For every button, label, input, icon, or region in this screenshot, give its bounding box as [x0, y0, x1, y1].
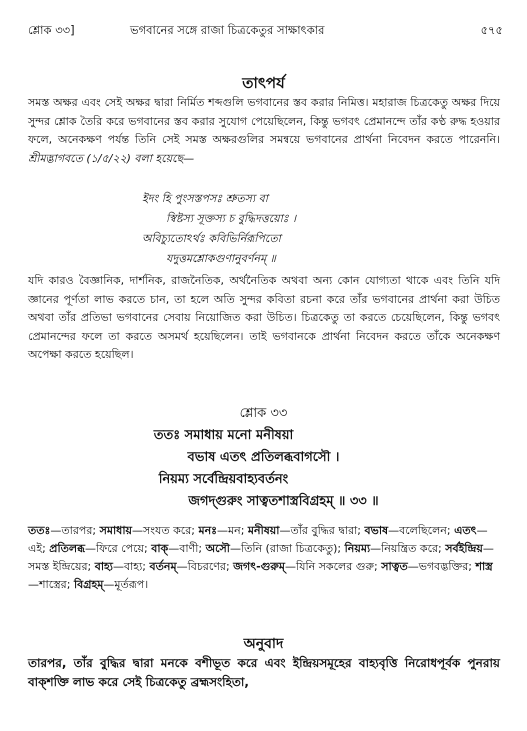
synonym-word: এতৎ	[454, 524, 477, 537]
quoted-verse-line-4: যদুত্তমশ্লোকগুণানুবর্ণনম্ ॥	[166, 252, 276, 265]
running-header	[28, 22, 503, 44]
synonyms-block: ততঃ—তারপর; সমাধায়—সংযত করে; মনঃ—মন; মনীষয়া—তাঁর বুদ্ধির দ্বারা; বভাষ—বলেছিলেন; এতৎ—এই; প্রতিলব্ধ—ফিরে পেয়ে; বাক্—বাণী; অসৌ—তিনি (রাজা চিত্রকেতু); নিয়ম্য—নিয়ন্ত্রিত করে; সর্বইন্দ্রিয়—সমস্ত ইন্দ্রিয়ের; বাহ্য—বাহ্য; বর্তনম্—বিচরণের; জগৎ-গুরুম্—যিনি সকলের গুরু; সাত্বত—ভগবদ্ভক্তির; শাস্ত্র—শাস্ত্রের; বিগ্রহম্—মূর্তরূপ।	[28, 524, 494, 591]
synonym-word: সর্বইন্দ্রিয়	[445, 542, 483, 555]
synonym-word: সাত্বত	[381, 560, 408, 573]
synonym-meaning: বাহ্য;	[124, 560, 146, 573]
synonym-meaning: যিনি সকলের গুরু;	[295, 560, 378, 573]
sloka-line-1: ততঃ সমাধায় মনো মনীষয়া	[153, 428, 294, 443]
synonym-meaning: তারপর;	[61, 524, 97, 537]
synonym-meaning: মূর্তরূপ।	[114, 578, 149, 591]
purport-text-1: সমস্ত অক্ষর এবং সেই অক্ষর দ্বারা নির্মিত শব্দগুলি ভগবানের স্তব করার নিমিত্ত। মহারাজ চিত্রকেতু অক্ষর দিয়ে সুন্দর শ্লোক তৈরি করে ভগবানের স্তব করার সুযোগ পেয়েছিলেন, কিন্তু ভগবৎ প্রেমানন্দে তাঁর কণ্ঠ রুদ্ধ হওয়ার ফলে, অনেকক্ষণ পর্যন্ত তিনি সেই সমস্ত অক্ষরগুলির সমন্বয়ে ভগবানের প্রার্থনা নিবেদন করতে পারেননি।	[28, 96, 500, 146]
synonym-meaning: তাঁর বুদ্ধির দ্বারা;	[290, 524, 362, 537]
quoted-verse-line-3: অবিচ্যুতোঽর্থঃ কবিভির্নিরূপিতো	[142, 232, 281, 245]
purport-paragraph-1	[28, 94, 500, 168]
synonym-meaning: বিচরণের;	[187, 560, 230, 573]
synonym-word: মনীষয়া	[247, 524, 280, 537]
header-chapter-ref: শ্লোক ৩৩]	[28, 23, 75, 37]
synonym-meaning: বলেছিলেন;	[399, 524, 451, 537]
translation-title: অনুবাদ	[243, 636, 284, 652]
synonym-word: শাস্ত্র	[475, 560, 493, 573]
synonym-meaning: নিয়ন্ত্রিত করে;	[381, 542, 442, 555]
synonym-meaning: বাণী;	[179, 542, 203, 555]
sloka-line-2: বভাষ এতৎ প্রতিলব্ধবাগসৌ ।	[187, 450, 340, 465]
synonym-word: প্রতিলব্ধ	[49, 542, 86, 555]
synonym-word: জগৎ-গুরুম্	[233, 560, 285, 573]
sloka-line-4: জগদ্‌গুরুং সাত্বতশাস্ত্রবিগ্রহম্ ॥ ৩৩ ॥	[188, 494, 379, 509]
purport-title: তাৎপর্য	[242, 74, 285, 92]
synonym-word: ততঃ	[28, 524, 51, 537]
page-number: ৫৭৫	[480, 23, 503, 37]
synonym-meaning: তিনি (রাজা চিত্রকেতু);	[240, 542, 342, 555]
synonym-meaning: ভগবদ্ভক্তির;	[418, 560, 472, 573]
synonym-meaning: সংযত করে;	[143, 524, 195, 537]
header-title: ভগবানের সঙ্গে রাজা চিত্রকেতুর সাক্ষাৎকার	[130, 23, 325, 37]
sloka-number: শ্লোক ৩৩	[239, 406, 288, 421]
synonym-meaning: সমস্ত ইন্দ্রিয়ের;	[28, 560, 92, 573]
synonym-meaning: মন;	[228, 524, 245, 537]
synonym-word: সমাধায়	[99, 524, 132, 537]
purport-reference: শ্রীমদ্ভাগবতে (১/৫/২২) বলা হয়েছে—	[28, 151, 195, 165]
synonym-meaning: শাস্ত্রের;	[39, 578, 71, 591]
quoted-verse-line-1: ইদং হি পুংসস্তপসঃ শ্রুতস্য বা	[142, 192, 268, 205]
quoted-verse-line-2: স্বিষ্টস্য সূক্তস্য চ বুদ্ধিদত্তয়োঃ ।	[166, 212, 297, 225]
synonym-word: বিগ্রহম্	[73, 578, 104, 591]
synonym-word: বভাষ	[364, 524, 389, 537]
synonym-meaning: ফিরে পেয়ে;	[96, 542, 148, 555]
synonym-word: অসৌ	[205, 542, 230, 555]
synonym-word: বর্তনম্	[149, 560, 177, 573]
synonym-word: বাক্	[151, 542, 169, 555]
synonym-meaning: এই;	[28, 542, 46, 555]
synonym-word: মনঃ	[198, 524, 218, 537]
sloka-line-3: নিয়ম্য সর্বেন্দ্রিয়বাহ্যবর্তনং	[158, 472, 289, 487]
translation-text: তারপর, তাঁর বুদ্ধির দ্বারা মনকে বশীভূত করে এবং ইন্দ্রিয়সমূহের বাহ্যবৃত্তি নিরোধপূর্বক পুনরায় বাক্‌শক্তি লাভ করে সেই চিত্রকেতু ব্রহ্মসংহিতা,	[28, 656, 500, 689]
synonym-word: নিয়ম্য	[344, 542, 371, 555]
purport-paragraph-2: যদি কারও বৈজ্ঞানিক, দার্শনিক, রাজনৈতিক, অর্থনৈতিক অথবা অন্য কোন যোগ্যতা থাকে এবং তিনি যদি জ্ঞানের পূর্ণতা লাভ করতে চান, তা হলে অতি সুন্দর কবিতা রচনা করে তাঁর ভগবানের প্রার্থনা করা উচিত অথবা তাঁর প্রতিভা ভগবানের সেবায় নিয়োজিত করা উচিত। চিত্রকেতু তা করতে চেয়েছিলেন, কিন্তু ভগবৎ প্রেমানন্দের ফলে তা করতে অসমর্থ হয়েছিলেন। তাই ভগবানকে প্রার্থনা নিবেদন করতে তাঁকে অনেকক্ষণ অপেক্ষা করতে হয়েছিল।	[28, 274, 500, 361]
synonym-word: বাহ্য	[94, 560, 113, 573]
